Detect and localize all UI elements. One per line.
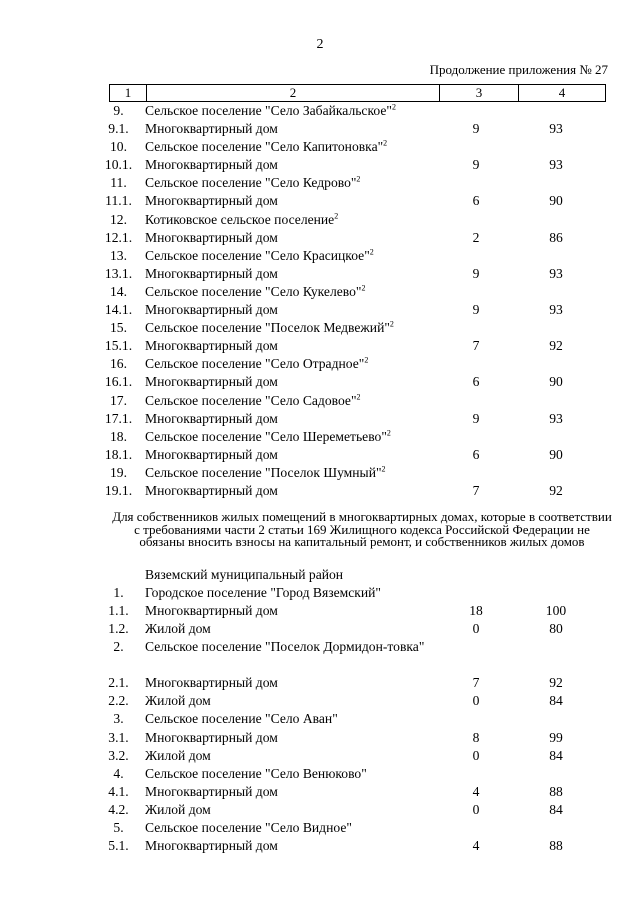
row-name-text: Многоквартирный дом (145, 729, 278, 745)
table-row (104, 337, 606, 355)
table-body (104, 102, 606, 500)
row-number: 1.1. (108, 603, 129, 619)
header-col-4: 4 (558, 85, 566, 100)
appendix-continuation: Продолжение приложения № 27 (429, 62, 608, 77)
row-value-col3: 18 (469, 603, 483, 619)
table-row (109, 819, 606, 837)
row-value-col4 (512, 819, 600, 837)
row-value-col3 (440, 710, 512, 728)
row-value-col3: 6 (472, 193, 480, 209)
row-value-col3: 0 (472, 621, 480, 637)
row-name-text: Сельское поселение "Село Аван" (145, 711, 338, 727)
data-table (104, 84, 606, 500)
row-name-text: Сельское поселение "Село Красицкое" (145, 247, 370, 263)
row-name-text: Сельское поселение "Поселок Медвежий" (145, 320, 390, 336)
row-value-col4: 92 (549, 482, 563, 498)
row-name-text: Многоквартирный дом (145, 675, 278, 691)
row-value-col4 (512, 247, 600, 265)
table-row (109, 674, 606, 692)
row-name (137, 337, 440, 355)
row-value-col3 (440, 819, 512, 837)
row-name (137, 410, 440, 428)
row-name-text: Сельское поселение "Село Кукелево" (145, 283, 362, 299)
row-name (137, 192, 440, 210)
row-value-col4: 88 (549, 783, 563, 799)
table-row (109, 283, 606, 301)
row-value-col3 (440, 392, 512, 410)
footnote-marker: 2 (389, 319, 394, 329)
table-row (109, 801, 606, 819)
row-value-col3 (440, 765, 512, 783)
table-body-second (109, 566, 606, 855)
footnote-marker: 2 (356, 391, 361, 401)
row-value-col3: 9 (472, 410, 480, 426)
row-value-col4: 86 (549, 229, 563, 245)
row-name (137, 765, 440, 783)
table-row (104, 265, 606, 283)
row-value-col4 (512, 710, 600, 728)
table-row (109, 765, 606, 783)
row-value-col4: 84 (549, 747, 563, 763)
row-name (137, 265, 440, 283)
row-value-col3 (440, 355, 512, 373)
row-number: 2. (113, 639, 124, 655)
row-value-col4 (512, 102, 600, 120)
row-number: 5.1. (108, 838, 129, 854)
row-value-col4: 92 (549, 675, 563, 691)
row-number: 3. (113, 711, 124, 727)
row-value-col3 (440, 638, 512, 674)
row-name (137, 355, 440, 373)
row-value-col3 (440, 283, 512, 301)
table-row (109, 211, 606, 229)
table-row (109, 102, 606, 120)
row-value-col4: 84 (549, 693, 563, 709)
row-name-text: Многоквартирный дом (145, 229, 278, 245)
row-name (137, 373, 440, 391)
row-name-text: Многоквартирный дом (145, 338, 278, 354)
table-row (104, 156, 606, 174)
row-value-col3 (440, 211, 512, 229)
row-value-col3: 6 (472, 374, 480, 390)
footnote-marker: 2 (386, 428, 391, 438)
row-value-col3: 7 (472, 338, 480, 354)
row-number: 11. (110, 175, 127, 191)
table-row (104, 446, 606, 464)
row-number: 15.1. (104, 338, 133, 354)
row-name-text: Городское поселение "Город Вяземский" (145, 585, 381, 600)
row-value-col4: 93 (549, 265, 563, 281)
row-value-col3 (440, 174, 512, 192)
table-row (109, 729, 606, 747)
row-number: 10. (110, 139, 127, 155)
row-number: 11.1. (105, 193, 132, 209)
row-number: 18.1. (104, 446, 133, 462)
row-value-col3: 6 (472, 446, 480, 462)
row-name-text: Многоквартирный дом (145, 482, 278, 498)
row-name (137, 602, 440, 620)
row-number: 3.2. (108, 747, 129, 763)
table-row (104, 410, 606, 428)
header-col-3: 3 (440, 85, 519, 101)
row-name (137, 156, 440, 174)
table-row (109, 247, 606, 265)
row-name (137, 819, 440, 837)
row-name-text: Сельское поселение "Село Шереметьево" (145, 428, 387, 444)
row-number: 12. (110, 211, 127, 227)
row-name (137, 710, 440, 728)
row-value-col3: 0 (472, 801, 480, 817)
row-value-col3: 9 (472, 121, 480, 137)
row-name (137, 692, 440, 710)
row-name-text: Вяземский муниципальный район (145, 567, 344, 582)
row-number: 14.1. (104, 302, 133, 318)
row-name (137, 620, 440, 638)
row-name (137, 120, 440, 138)
row-value-col4 (512, 638, 600, 674)
row-value-col3 (440, 319, 512, 337)
row-value-col4: 90 (549, 446, 563, 462)
footnote-marker: 2 (391, 102, 396, 112)
row-value-col4: 80 (549, 621, 563, 637)
footnote-marker: 2 (383, 138, 388, 148)
table-row (104, 482, 606, 500)
table-row (109, 355, 606, 373)
row-name (137, 638, 440, 674)
table-row (109, 602, 606, 620)
row-name (137, 102, 440, 120)
row-number: 1. (113, 585, 124, 600)
row-name (137, 138, 440, 156)
row-name (137, 747, 440, 765)
row-name-text: Жилой дом (145, 801, 211, 817)
footnote-marker: 2 (381, 464, 386, 474)
row-value-col3 (440, 102, 512, 120)
table-row (109, 392, 606, 410)
row-name-text: Многоквартирный дом (145, 302, 278, 318)
row-name (137, 464, 440, 482)
row-value-col4 (512, 428, 600, 446)
header-col-2: 2 (147, 85, 440, 101)
row-number: 19.1. (104, 482, 133, 498)
footnote-marker: 2 (364, 355, 369, 365)
row-number: 16. (110, 356, 127, 372)
row-number: 17. (110, 392, 127, 408)
section-note: Для собственников жилых помещений в многоквартирных домах, которые в соответствии с требованиями части 2 статьи 169 Жилищного кодекса Российской Федерации не обязаны вносить взносы на капитальный ремонт, и собственников жилых домов (112, 509, 612, 549)
row-value-col4: 93 (549, 410, 563, 426)
table-row (109, 566, 606, 584)
row-value-col4: 90 (549, 193, 563, 209)
footnote-marker: 2 (361, 283, 366, 293)
footnote-marker: 2 (334, 211, 339, 221)
row-name-text: Жилой дом (145, 621, 211, 637)
row-name-text: Многоквартирный дом (145, 265, 278, 281)
row-name (137, 446, 440, 464)
row-value-col4 (512, 138, 600, 156)
row-name (137, 247, 440, 265)
table-row (109, 620, 606, 638)
row-value-col4: 88 (549, 838, 563, 854)
row-name-text: Многоквартирный дом (145, 603, 278, 619)
row-name-text: Сельское поселение "Поселок Дормидон-товка" (145, 639, 425, 655)
row-value-col4 (512, 392, 600, 410)
row-value-col3 (440, 566, 512, 584)
table-row (109, 783, 606, 801)
row-value-col3 (440, 464, 512, 482)
row-name (137, 584, 440, 602)
table-row (105, 192, 606, 210)
row-name (137, 837, 440, 855)
row-name-text: Многоквартирный дом (145, 193, 278, 209)
row-value-col4: 84 (549, 801, 563, 817)
row-value-col4: 99 (549, 729, 563, 745)
row-name (137, 783, 440, 801)
row-number: 14. (110, 283, 127, 299)
row-number: 16.1. (104, 374, 133, 390)
row-value-col3: 8 (472, 729, 480, 745)
row-value-col4: 100 (545, 603, 567, 619)
row-value-col3: 7 (472, 675, 480, 691)
table-row (104, 373, 606, 391)
row-number: 3.1. (108, 729, 129, 745)
row-number: 15. (110, 320, 127, 336)
row-name (137, 729, 440, 747)
row-number: 12.1. (104, 229, 133, 245)
row-name-text: Сельское поселение "Село Капитоновка" (145, 139, 384, 155)
row-value-col4 (512, 283, 600, 301)
row-name-text: Сельское поселение "Село Венюково" (145, 765, 367, 781)
row-value-col3: 9 (472, 265, 480, 281)
row-value-col3: 0 (472, 747, 480, 763)
row-value-col4 (512, 174, 600, 192)
row-name-text: Сельское поселение "Село Садовое" (145, 392, 357, 408)
row-name (137, 801, 440, 819)
row-value-col3: 2 (472, 229, 480, 245)
row-name-text: Сельское поселение "Село Видное" (145, 820, 352, 836)
row-name-text: Сельское поселение "Село Отрадное" (145, 356, 365, 372)
row-name-text: Жилой дом (145, 747, 211, 763)
table-row (109, 584, 606, 602)
table-row (109, 638, 606, 674)
row-value-col3: 9 (472, 157, 480, 173)
row-value-col3 (440, 138, 512, 156)
row-number: 1.2. (108, 621, 129, 637)
page-number: 2 (316, 37, 324, 52)
table-row (109, 747, 606, 765)
row-number: 13.1. (104, 265, 133, 281)
table-row (109, 692, 606, 710)
row-name-text: Сельское поселение "Село Кедрово" (145, 175, 357, 191)
row-name-text: Многоквартирный дом (145, 783, 278, 799)
row-name (137, 674, 440, 692)
row-name-text: Многоквартирный дом (145, 410, 278, 426)
row-name-text: Жилой дом (145, 693, 211, 709)
row-value-col3 (440, 428, 512, 446)
row-name (137, 174, 440, 192)
row-number: 2.1. (108, 675, 129, 691)
row-name-text: Многоквартирный дом (145, 157, 278, 173)
row-number (100, 566, 137, 584)
row-number: 2.2. (108, 693, 129, 709)
table-row (109, 174, 606, 192)
row-value-col4: 93 (549, 302, 563, 318)
row-value-col3: 4 (472, 838, 480, 854)
table-row (109, 138, 606, 156)
row-value-col3: 0 (472, 693, 480, 709)
row-value-col3: 9 (472, 302, 480, 318)
table-row (109, 428, 606, 446)
row-value-col4 (512, 319, 600, 337)
row-name-text: Сельское поселение "Поселок Шумный" (145, 464, 382, 480)
row-number: 4.2. (108, 801, 129, 817)
footnote-marker: 2 (369, 247, 374, 257)
row-value-col4 (512, 211, 600, 229)
table-row (109, 837, 606, 855)
row-number: 19. (110, 464, 127, 480)
row-name-text: Котиковское сельское поселение (145, 211, 335, 227)
row-number: 4. (113, 765, 124, 781)
table-row (109, 464, 606, 482)
row-number: 5. (113, 820, 124, 836)
row-number: 17.1. (104, 410, 133, 426)
header-col-1: 1 (110, 85, 147, 101)
table-row (109, 120, 606, 138)
row-value-col3: 4 (472, 783, 480, 799)
row-name-text: Многоквартирный дом (145, 446, 278, 462)
row-name (137, 482, 440, 500)
row-name (137, 392, 440, 410)
row-value-col4: 92 (549, 338, 563, 354)
row-name (137, 428, 440, 446)
row-value-col4: 93 (549, 157, 563, 173)
row-value-col4 (512, 765, 600, 783)
row-name-text: Многоквартирный дом (145, 374, 278, 390)
row-number: 9.1. (108, 121, 129, 137)
row-value-col4 (512, 464, 600, 482)
row-name (137, 301, 440, 319)
row-name-text: Многоквартирный дом (145, 121, 278, 137)
row-name (137, 211, 440, 229)
row-name-text: Многоквартирный дом (145, 838, 278, 854)
row-value-col4 (512, 566, 600, 584)
footnote-marker: 2 (356, 174, 361, 184)
row-number: 9. (113, 103, 124, 118)
row-value-col4 (512, 584, 600, 602)
row-value-col4: 93 (549, 121, 563, 137)
table-row (104, 229, 606, 247)
row-name (137, 566, 440, 584)
table-row (109, 319, 606, 337)
row-number: 10.1. (104, 157, 133, 173)
row-value-col4 (512, 355, 600, 373)
row-name-text: Сельское поселение "Село Забайкальское" (145, 103, 392, 118)
row-value-col3 (440, 247, 512, 265)
row-value-col4: 90 (549, 374, 563, 390)
row-name (137, 229, 440, 247)
row-number: 18. (110, 428, 127, 444)
row-name (137, 319, 440, 337)
row-number: 4.1. (108, 783, 129, 799)
table-row (109, 710, 606, 728)
row-value-col3: 7 (472, 482, 480, 498)
row-value-col3 (440, 584, 512, 602)
row-number: 13. (110, 247, 127, 263)
table-row (104, 301, 606, 319)
row-name (137, 283, 440, 301)
table-header (109, 84, 606, 102)
